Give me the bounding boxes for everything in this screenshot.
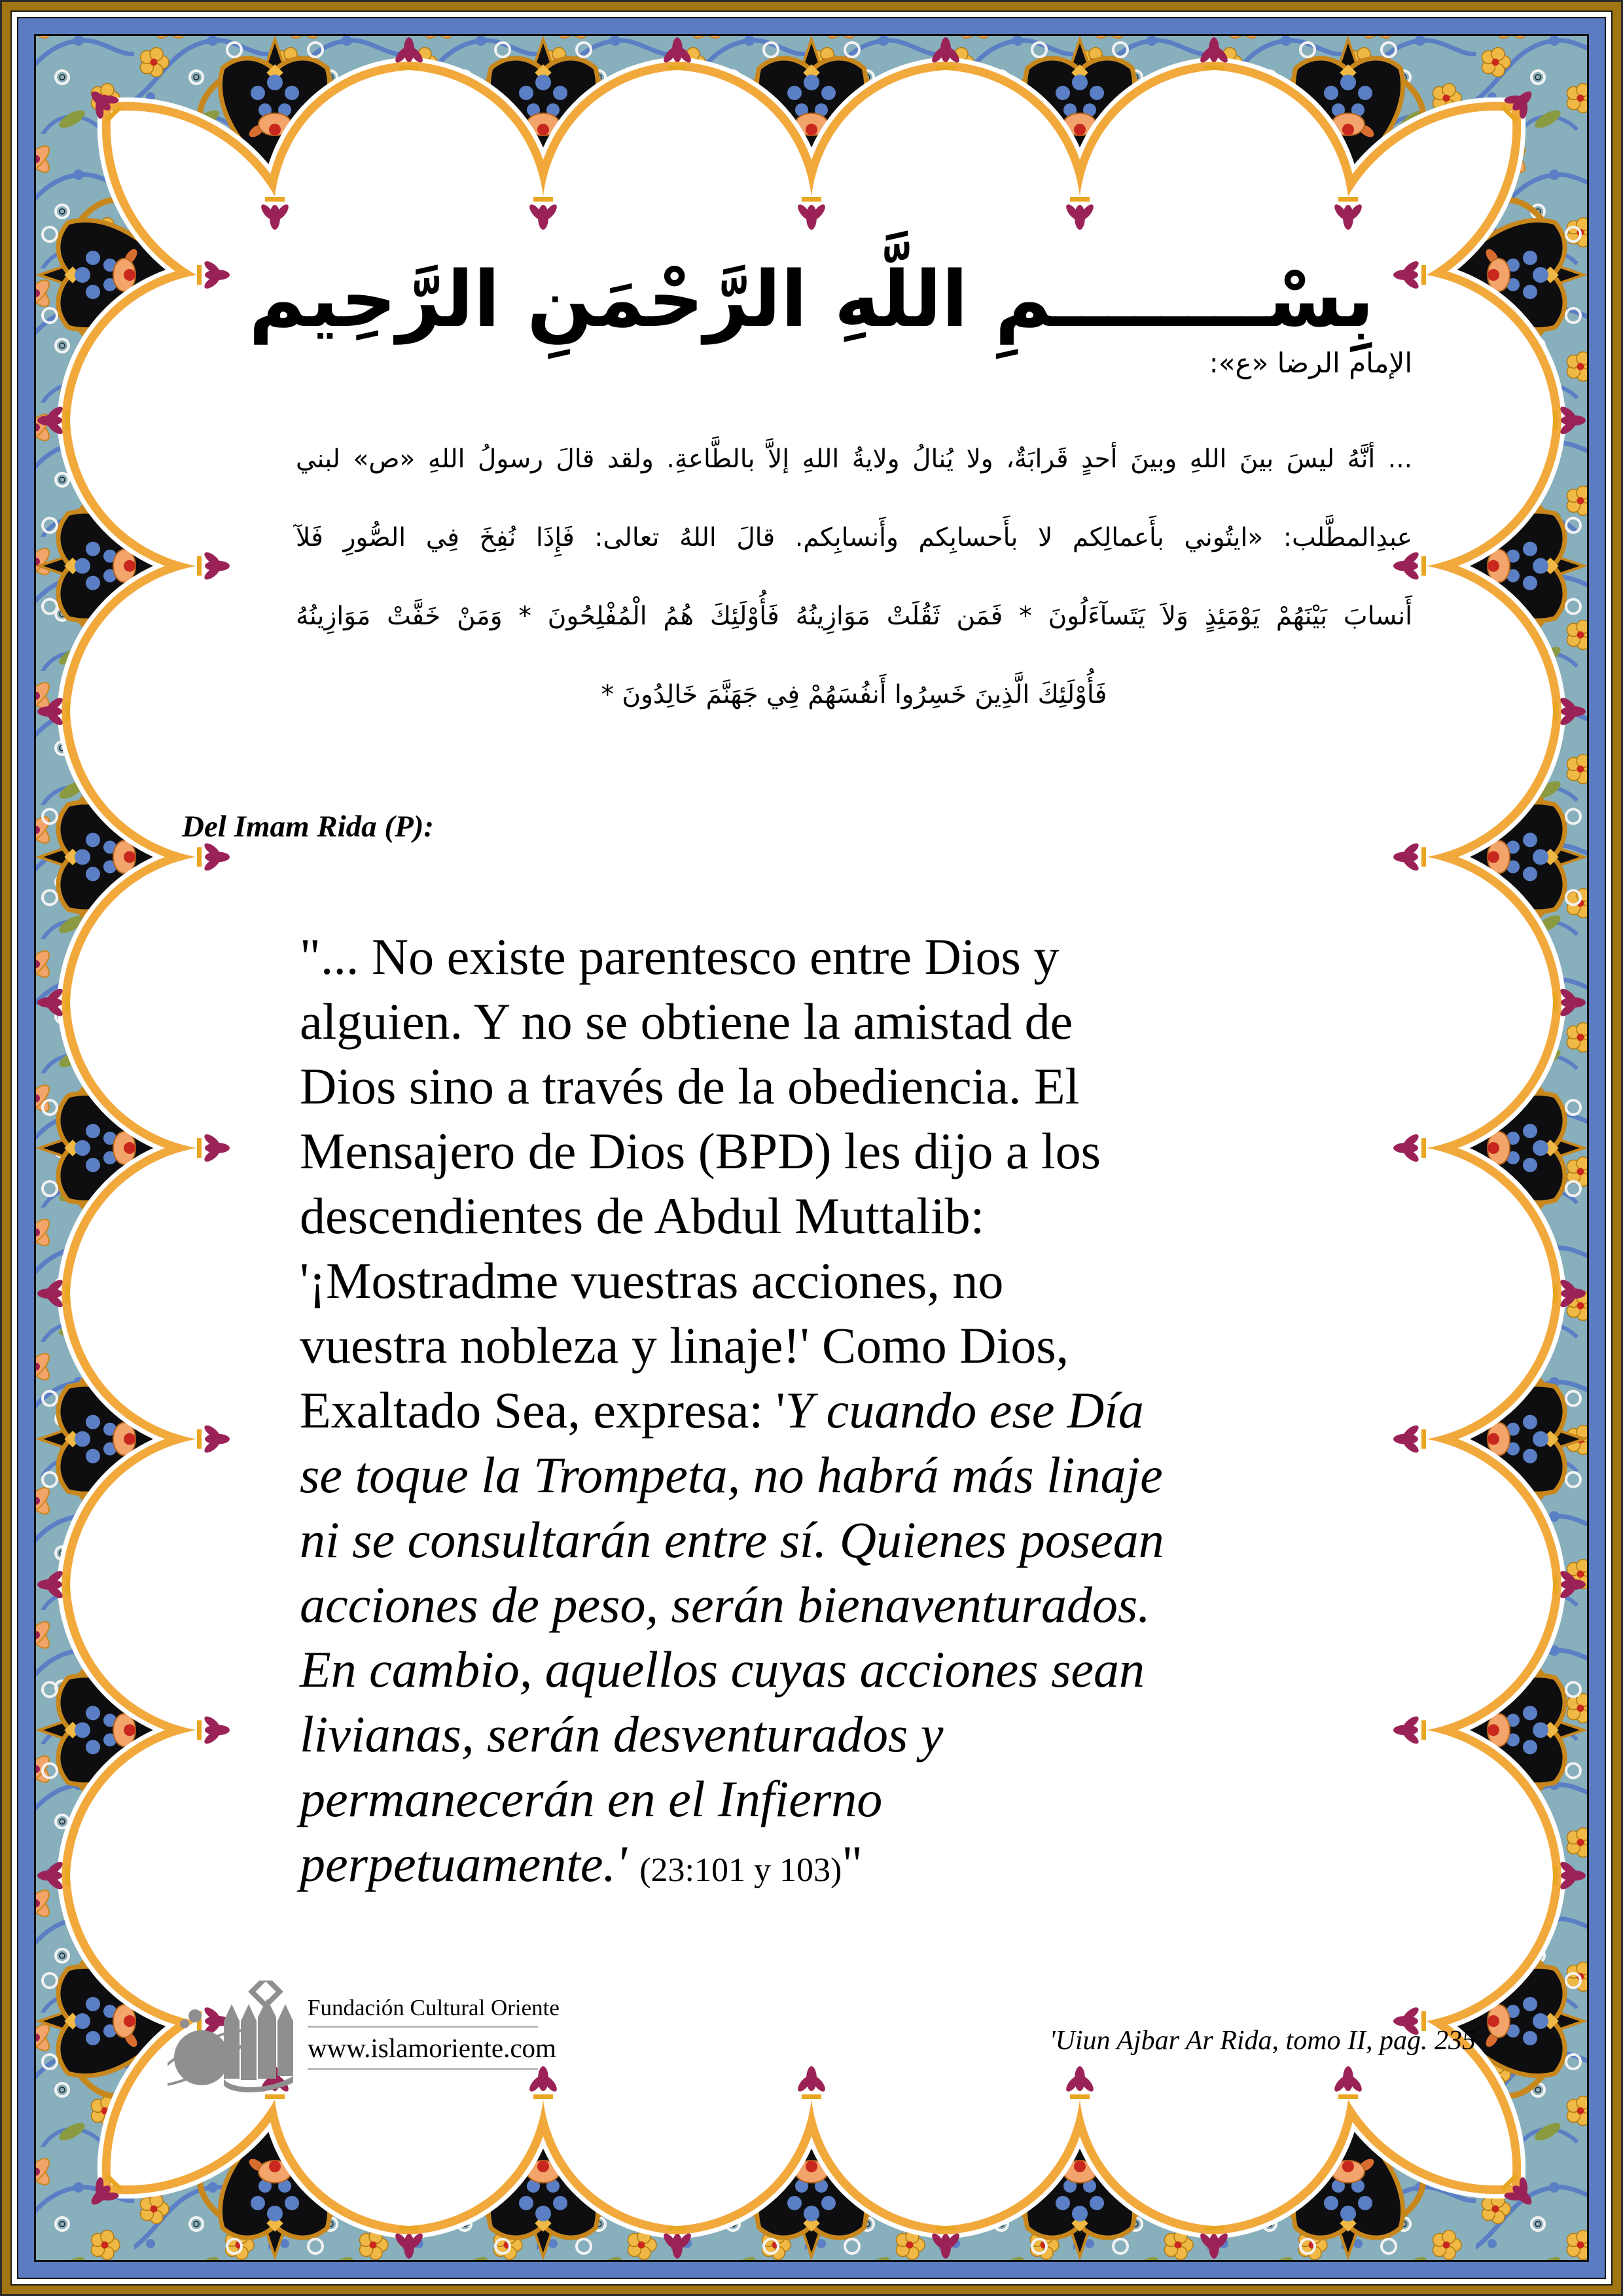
- spanish-line: [300, 1767, 1327, 1831]
- text-segment: "... No existe parentesco entre Dios y: [300, 928, 1060, 985]
- text-segment: Y cuando ese Día: [785, 1382, 1144, 1439]
- spanish-line: [300, 1507, 1327, 1572]
- text-segment: En cambio, aquellos cuyas acciones sean: [300, 1641, 1145, 1698]
- spanish-line: [300, 1054, 1327, 1119]
- divider-line: [308, 2026, 538, 2028]
- imam-rida-arabic-line: الإمام الرضا «ع»:: [1209, 347, 1412, 379]
- foundation-name: Fundación Cultural Oriente: [308, 1995, 560, 2020]
- text-segment: livianas, serán desventurados y: [300, 1706, 944, 1763]
- bismillah-calligraphy: بِسْــــــــمِ اللَّهِ الرَّحْمَنِ الرَّحِيم: [249, 254, 1374, 344]
- text-segment: ": [842, 1835, 863, 1892]
- spanish-line: [300, 1378, 1327, 1443]
- text-segment: (23:101 y 103): [639, 1852, 842, 1889]
- arabic-line: فَأُوْلَئِكَ الَّذِينَ خَسِرُوا أَنفُسَهُمْ فِي جَهَنَّمَ خَالِدُونَ *: [601, 680, 1107, 709]
- foundation-logo: [168, 1981, 306, 2096]
- text-segment: acciones de peso, serán bienaventurados.: [300, 1576, 1150, 1633]
- source-reference: 'Uiun Ajbar Ar Rida, tomo II, pag. 235: [1049, 2026, 1476, 2056]
- spanish-line: [300, 1313, 1327, 1378]
- spanish-line: [300, 1248, 1327, 1313]
- spanish-translation-paragraph: [300, 924, 1327, 1896]
- text-segment: vuestra nobleza y linaje!' Como Dios,: [300, 1317, 1069, 1374]
- text-segment: ni se consultarán entre sí. Quienes posean: [300, 1511, 1164, 1568]
- website-url: www.islamoriente.com: [308, 2033, 556, 2063]
- spanish-line: [300, 1702, 1327, 1767]
- text-segment: permanecerán en el Infierno: [300, 1770, 883, 1827]
- text-segment: '¡Mostradme vuestras acciones, no: [300, 1252, 1004, 1309]
- spanish-heading: Del Imam Rida (P):: [182, 810, 435, 844]
- spanish-line: [300, 1119, 1327, 1183]
- arabic-line: أَنسابَ بَيْنَهُمْ يَوْمَئِذٍ وَلاَ يَتَسآءَلُونَ * فَمَن ثَقُلَتْ مَوَازِينُهُ فَأُوْلَئِكَ هُمُ الْمُفْلِحُونَ * وَمَنْ خَفَّتْ مَوَازِينُهُ: [296, 601, 1412, 631]
- spanish-line: [300, 1443, 1327, 1507]
- arabic-line: ... أنَّهُ ليسَ بينَ اللهِ وبينَ أحدٍ قَرابَةٌ، ولا يُنالُ ولايةُ اللهِ إلاَّ بالطَّاعةِ. ولقد قالَ رسولُ اللهِ «ص» لبني: [296, 444, 1412, 474]
- logo-globe-minarets-icon: [168, 1981, 306, 2093]
- arabic-line: عبدِالمطَّلب: «ايتُوني بأَعمالِكم لا بأَحسابِكم وأَنسابِكم. قالَ اللهُ تعالى: فَإِذَا نُفِخَ فِي الصُّورِ فَلآ: [296, 523, 1412, 552]
- spanish-line: [300, 1831, 1327, 1896]
- text-segment: Dios sino a través de la obediencia. El: [300, 1058, 1080, 1115]
- arabic-hadith-paragraph: [296, 420, 1412, 734]
- text-segment: alguien. Y no se obtiene la amistad de: [300, 993, 1073, 1050]
- spanish-line: [300, 1572, 1327, 1637]
- text-segment: Exaltado Sea, expresa: ': [300, 1382, 785, 1439]
- text-segment: Mensajero de Dios (BPD) les dijo a los: [300, 1122, 1101, 1179]
- text-segment: descendientes de Abdul Muttalib:: [300, 1187, 985, 1244]
- foundation-text-block: [308, 1995, 560, 2075]
- text-segment: perpetuamente.': [300, 1835, 640, 1892]
- spanish-line: [300, 924, 1327, 989]
- spanish-line: [300, 989, 1327, 1054]
- divider-line: [308, 2068, 538, 2070]
- spanish-line: [300, 1637, 1327, 1702]
- spanish-line: [300, 1183, 1327, 1248]
- text-segment: se toque la Trompeta, no habrá más linaje: [300, 1446, 1163, 1503]
